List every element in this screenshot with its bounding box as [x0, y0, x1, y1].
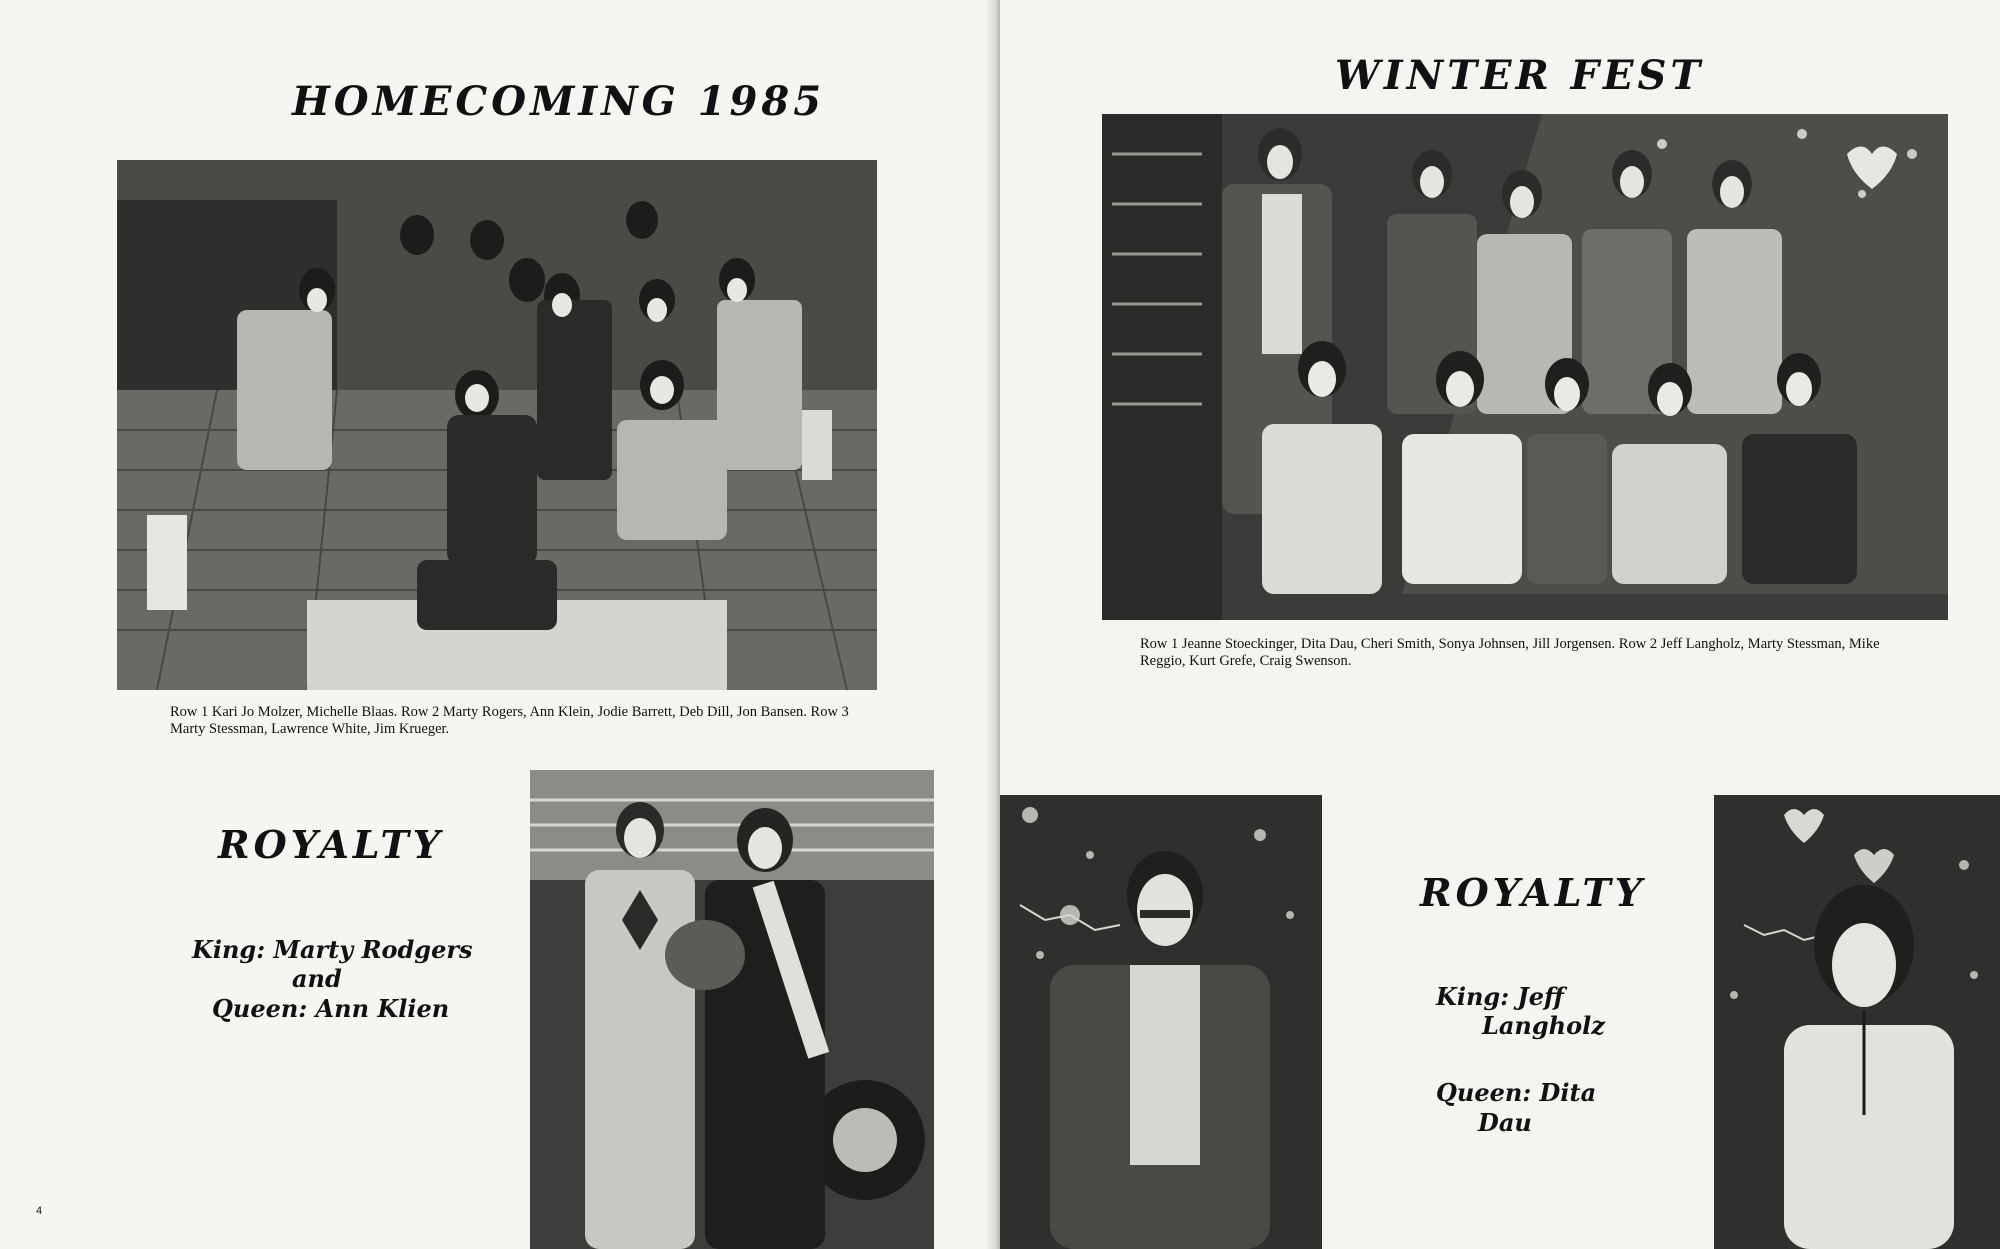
winterfest-title: WINTER FEST [1335, 52, 1705, 99]
homecoming-caption: Row 1 Kari Jo Molzer, Michelle Blaas. Row 2 Marty Rogers, Ann Klein, Jodie Barrett, Deb Dill, Jon Bansen. Row 3 Marty Stessman, Lawrence White, Jim Krueger. [170, 704, 849, 737]
right-king-label: King: Jeff [1436, 982, 1564, 1011]
right-page [1000, 0, 2000, 1249]
winterfest-caption: Row 1 Jeanne Stoeckinger, Dita Dau, Cheri Smith, Sonya Johnsen, Jill Jorgensen. Row 2 Jeff Langholz, Marty Stessman, Mike Reggio, Kurt Grefe, Craig Swenson. [1140, 636, 1880, 669]
winterfest-king-photo [1000, 795, 1322, 1249]
right-king-name: Langholz [1482, 1011, 1605, 1040]
left-queen-line: Queen: Ann Klien [212, 994, 450, 1023]
winterfest-queen-photo [1714, 795, 2000, 1249]
right-queen-name: Dau [1478, 1108, 1532, 1137]
left-king-line: King: Marty Rodgers [192, 935, 473, 964]
left-and-line: and [292, 964, 342, 993]
left-royalty-title: ROYALTY [218, 822, 444, 867]
page-number: 4 [36, 1205, 43, 1217]
left-page [0, 0, 990, 1249]
homecoming-title: HOMECOMING 1985 [292, 78, 826, 125]
homecoming-group-photo [117, 160, 877, 690]
homecoming-royalty-photo [530, 770, 934, 1249]
right-royalty-title: ROYALTY [1420, 870, 1646, 915]
right-queen-label: Queen: Dita [1436, 1078, 1597, 1107]
winterfest-group-photo [1102, 114, 1948, 620]
